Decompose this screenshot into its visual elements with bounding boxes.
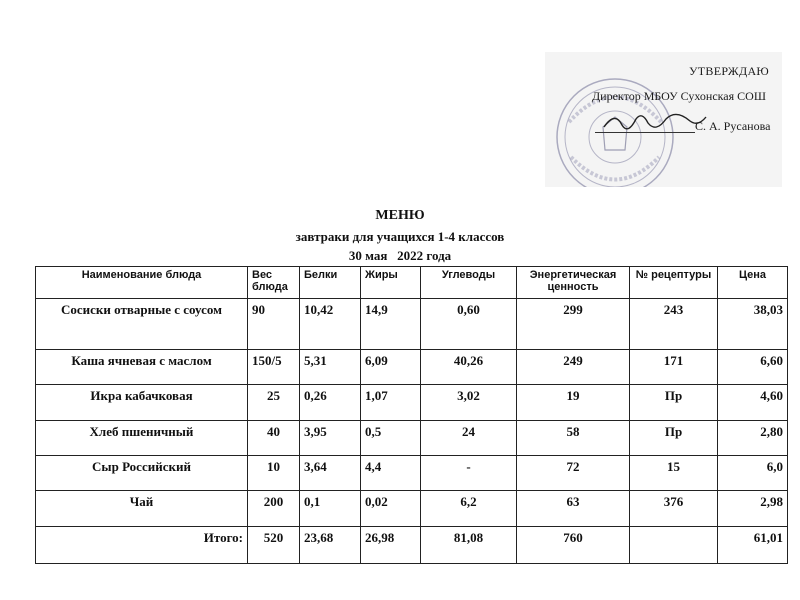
total-carbs: 81,08 xyxy=(421,527,517,564)
total-price: 61,01 xyxy=(718,527,788,564)
dish-carbs: 40,26 xyxy=(421,350,517,385)
approval-signatory: С. А. Русанова xyxy=(695,119,771,133)
dish-price: 6,0 xyxy=(718,456,788,491)
header-fat: Жиры xyxy=(361,267,421,299)
dish-protein: 0,26 xyxy=(300,385,361,421)
dish-carbs: 3,02 xyxy=(421,385,517,421)
approval-block xyxy=(545,52,782,187)
dish-protein: 10,42 xyxy=(300,299,361,350)
menu-subtitle: завтраки для учащихся 1-4 классов xyxy=(295,229,505,244)
dish-carbs: - xyxy=(421,456,517,491)
table-total-row xyxy=(36,527,788,564)
dish-recipe: Пр xyxy=(630,385,718,421)
total-recipe xyxy=(630,527,718,564)
menu-title: МЕНЮ xyxy=(375,208,425,223)
total-protein: 23,68 xyxy=(300,527,361,564)
total-fat: 26,98 xyxy=(361,527,421,564)
dish-recipe: 243 xyxy=(630,299,718,350)
dish-price: 38,03 xyxy=(718,299,788,350)
dish-recipe: 171 xyxy=(630,350,718,385)
dish-recipe: Пр xyxy=(630,421,718,456)
table-header-row xyxy=(36,267,788,299)
header-weight: Вес блюда xyxy=(248,267,300,299)
dish-price: 2,80 xyxy=(718,421,788,456)
table-row xyxy=(36,299,788,350)
dish-fat: 4,4 xyxy=(361,456,421,491)
dish-protein: 5,31 xyxy=(300,350,361,385)
dish-carbs: 0,60 xyxy=(421,299,517,350)
dish-price: 2,98 xyxy=(718,491,788,527)
header-protein: Белки xyxy=(300,267,361,299)
dish-price: 4,60 xyxy=(718,385,788,421)
dish-energy: 63 xyxy=(517,491,630,527)
dish-weight: 40 xyxy=(248,421,300,456)
dish-energy: 299 xyxy=(517,299,630,350)
dish-name: Сосиски отварные с соусом xyxy=(36,299,248,350)
dish-weight: 150/5 xyxy=(248,350,300,385)
header-carbs: Углеводы xyxy=(421,267,517,299)
header-price: Цена xyxy=(718,267,788,299)
dish-energy: 249 xyxy=(517,350,630,385)
dish-name: Хлеб пшеничный xyxy=(36,421,248,456)
dish-energy: 72 xyxy=(517,456,630,491)
total-weight: 520 xyxy=(248,527,300,564)
table-row xyxy=(36,350,788,385)
dish-fat: 1,07 xyxy=(361,385,421,421)
dish-fat: 6,09 xyxy=(361,350,421,385)
header-energy: Энергетическая ценность xyxy=(517,267,630,299)
dish-fat: 0,5 xyxy=(361,421,421,456)
dish-energy: 58 xyxy=(517,421,630,456)
dish-name: Сыр Российский xyxy=(36,456,248,491)
dish-protein: 3,64 xyxy=(300,456,361,491)
dish-protein: 3,95 xyxy=(300,421,361,456)
table-row xyxy=(36,421,788,456)
dish-recipe: 376 xyxy=(630,491,718,527)
menu-date: 30 мая 2022 года xyxy=(348,248,452,263)
dish-carbs: 6,2 xyxy=(421,491,517,527)
signature-line xyxy=(595,132,695,133)
dish-weight: 25 xyxy=(248,385,300,421)
table-row xyxy=(36,456,788,491)
table-row xyxy=(36,491,788,527)
dish-name: Чай xyxy=(36,491,248,527)
dish-name: Каша ячневая с маслом xyxy=(36,350,248,385)
dish-weight: 10 xyxy=(248,456,300,491)
dish-weight: 90 xyxy=(248,299,300,350)
dish-carbs: 24 xyxy=(421,421,517,456)
menu-table xyxy=(35,266,788,564)
approval-position: Директор МБОУ Сухонская СОШ xyxy=(592,89,766,103)
approval-title: УТВЕРЖДАЮ xyxy=(689,64,770,78)
dish-price: 6,60 xyxy=(718,350,788,385)
header-recipe: № рецептуры xyxy=(630,267,718,299)
dish-recipe: 15 xyxy=(630,456,718,491)
dish-weight: 200 xyxy=(248,491,300,527)
dish-fat: 0,02 xyxy=(361,491,421,527)
total-label: Итого: xyxy=(36,527,248,564)
dish-energy: 19 xyxy=(517,385,630,421)
total-energy: 760 xyxy=(517,527,630,564)
dish-fat: 14,9 xyxy=(361,299,421,350)
dish-name: Икра кабачковая xyxy=(36,385,248,421)
dish-protein: 0,1 xyxy=(300,491,361,527)
table-row xyxy=(36,385,788,421)
header-name: Наименование блюда xyxy=(36,267,248,299)
